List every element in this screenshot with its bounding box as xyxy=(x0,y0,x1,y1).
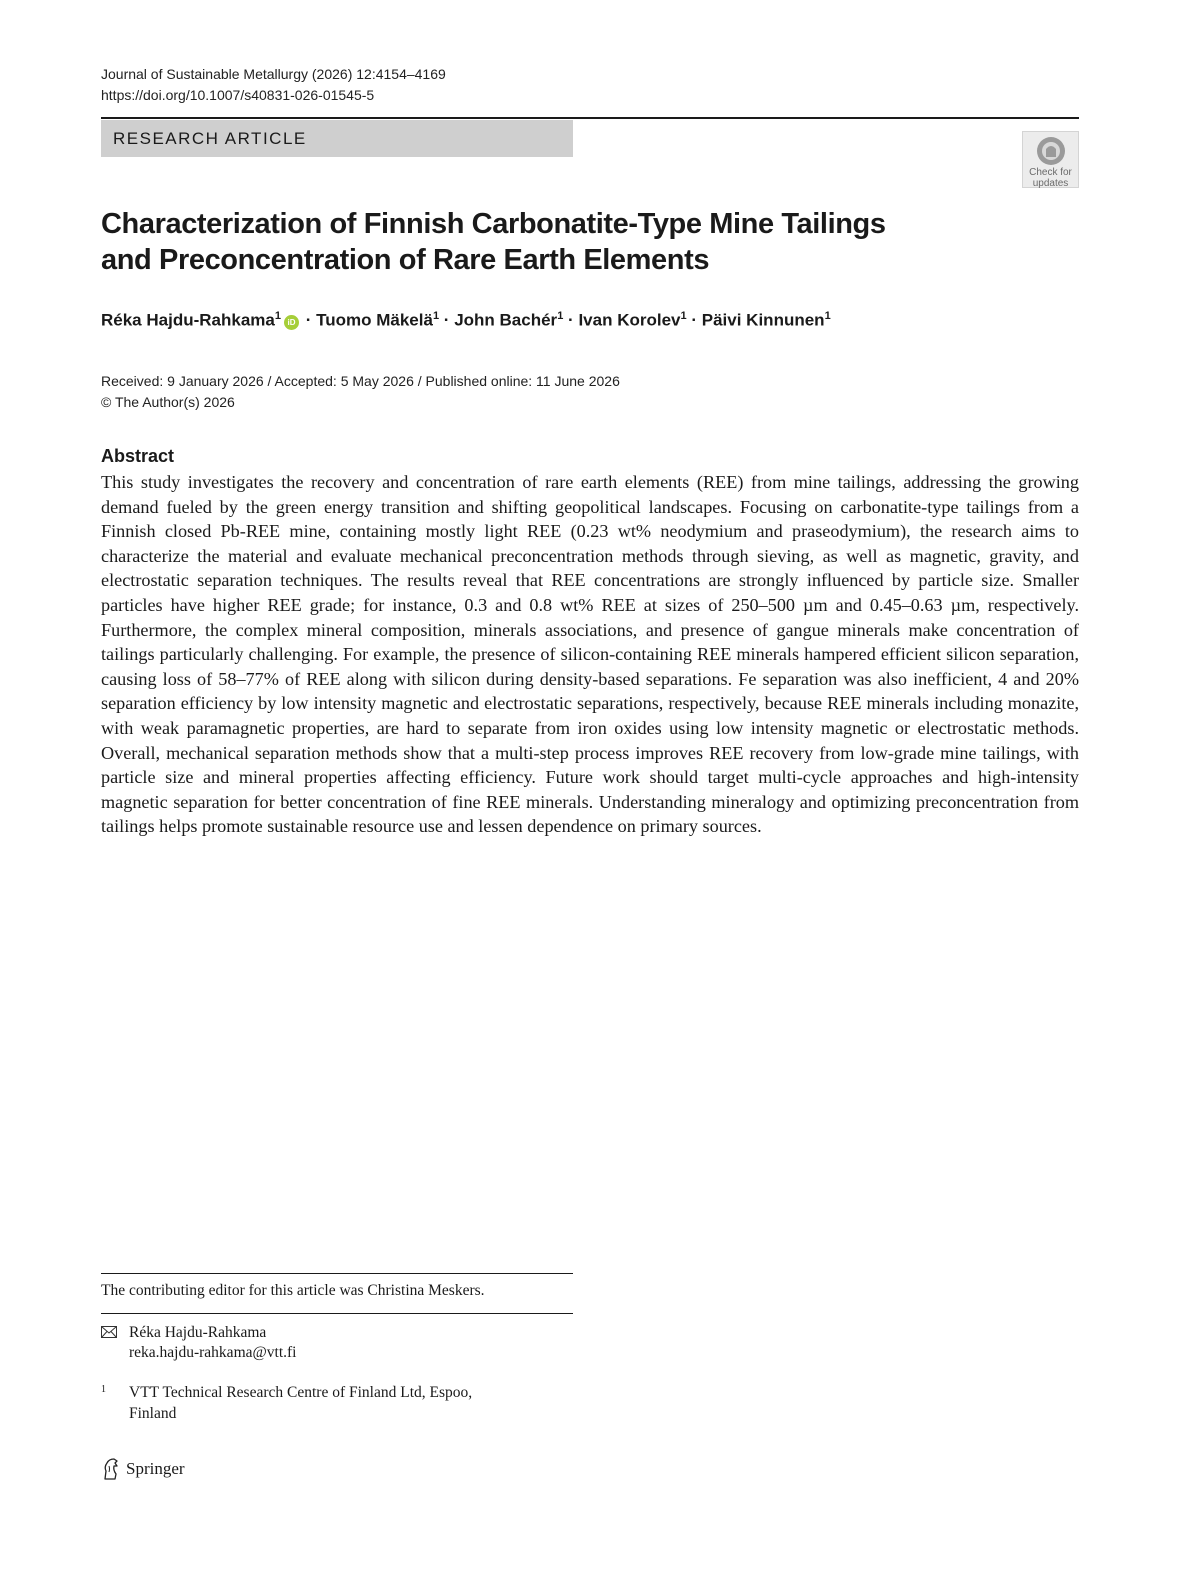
springer-horse-icon xyxy=(101,1457,121,1481)
affiliation-number: 1 xyxy=(101,1384,106,1395)
contributing-editor-note: The contributing editor for this article was Christina Meskers. xyxy=(101,1282,485,1299)
abstract-text: This study investigates the recovery and concentration of rare earth elements (REE) from mine tailings, addressing the growing demand fueled by the green energy transition and shifting geopolitical landscapes. Focusing on carbonatite-type tailings from a Finnish closed Pb-REE mine, containing mostly light REE (0.23 wt% neodymium and praseodymium), the research aims to characterize the material and evaluate mechanical preconcentration methods through sieving, as well as magnetic, gravity, and electrostatic separation techniques. The results reveal that REE concentrations are strongly influenced by particle size. Smaller particles have higher REE grade; for instance, 0.3 and 0.8 wt% REE at sizes of 250–500 µm and 0.45–0.63 µm, respectively. Furthermore, the complex mineral composition, minerals associations, and presence of gangue minerals make concentration of tailings particularly challenging. For example, the presence of silicon-containing REE minerals hampered efficient silicon separation, causing loss of 58–77% of REE along with silicon during density-based separations. Fe separation was also inefficient, 4 and 20% separation efficiency by low intensity magnetic and electrostatic separations, respectively, because REE minerals including monazite, with weak paramagnetic properties, are hard to separate from iron oxides using low intensity magnetic or electrostatic methods. Overall, mechanical separation methods show that a multi-step process improves REE recovery from low-grade mine tailings, with particle size and mineral properties affecting efficiency. Future work should target multi-cycle approaches and high-intensity magnetic separation for better concentration of fine REE minerals. Understanding mineralogy and optimizing preconcentration from tailings helps promote sustainable resource use and lessen dependence on primary sources. xyxy=(101,472,1079,837)
footnote-rule-bottom xyxy=(101,1313,573,1314)
author-name[interactable]: Ivan Korolev xyxy=(578,310,681,330)
title-line-2: and Preconcentration of Rare Earth Elements xyxy=(101,244,710,276)
check-updates-line1: Check for xyxy=(1029,167,1072,178)
check-for-updates-badge[interactable] xyxy=(1022,131,1079,188)
affiliation-line-1: VTT Technical Research Centre of Finland Ltd, Espoo, xyxy=(129,1384,473,1401)
abstract-heading: Abstract xyxy=(101,446,175,466)
publication-history: Received: 9 January 2026 / Accepted: 5 May 2026 / Published online: 11 June 2026 xyxy=(101,373,620,389)
publisher-name: Springer xyxy=(126,1459,185,1478)
footnote-rule-top xyxy=(101,1273,573,1274)
affiliation-marker: 1 xyxy=(824,310,831,322)
orcid-icon[interactable]: iD xyxy=(284,315,299,330)
affiliation-marker: 1 xyxy=(557,310,564,322)
journal-citation: Journal of Sustainable Metallurgy (2026) 12:4154–4169 xyxy=(101,66,446,82)
author-separator: · xyxy=(443,310,450,330)
publisher-logo xyxy=(101,1456,185,1482)
author-name[interactable]: Tuomo Mäkelä xyxy=(316,310,433,330)
title-line-1: Characterization of Finnish Carbonatite-Type Mine Tailings xyxy=(101,208,886,240)
author-separator: · xyxy=(568,310,574,330)
author-name[interactable]: John Bachér xyxy=(454,310,558,330)
copyright-line: © The Author(s) 2026 xyxy=(101,394,235,410)
author-list xyxy=(101,310,831,331)
affiliation-marker: 1 xyxy=(274,310,281,322)
corresponding-author-name: Réka Hajdu-Rahkama xyxy=(129,1324,267,1341)
author-name[interactable]: Päivi Kinnunen xyxy=(701,310,825,330)
header-rule xyxy=(101,117,1079,119)
envelope-icon xyxy=(101,1326,117,1338)
check-updates-line2: updates xyxy=(1032,178,1069,189)
author-separator: · xyxy=(305,310,312,330)
corresponding-author-email[interactable]: reka.hajdu-rahkama@vtt.fi xyxy=(129,1344,297,1361)
doi-link[interactable]: https://doi.org/10.1007/s40831-026-01545-5 xyxy=(101,87,375,103)
author-separator: · xyxy=(691,310,698,330)
affiliation-line-2: Finland xyxy=(129,1405,177,1422)
article-title xyxy=(101,206,921,278)
journal-header xyxy=(101,64,446,106)
affiliation-marker: 1 xyxy=(680,310,687,322)
article-dates xyxy=(101,371,620,413)
article-type-banner: RESEARCH ARTICLE xyxy=(101,120,573,157)
check-updates-icon xyxy=(1035,135,1067,167)
author-name[interactable]: Réka Hajdu-Rahkama xyxy=(101,310,275,330)
affiliation-marker: 1 xyxy=(432,310,440,322)
